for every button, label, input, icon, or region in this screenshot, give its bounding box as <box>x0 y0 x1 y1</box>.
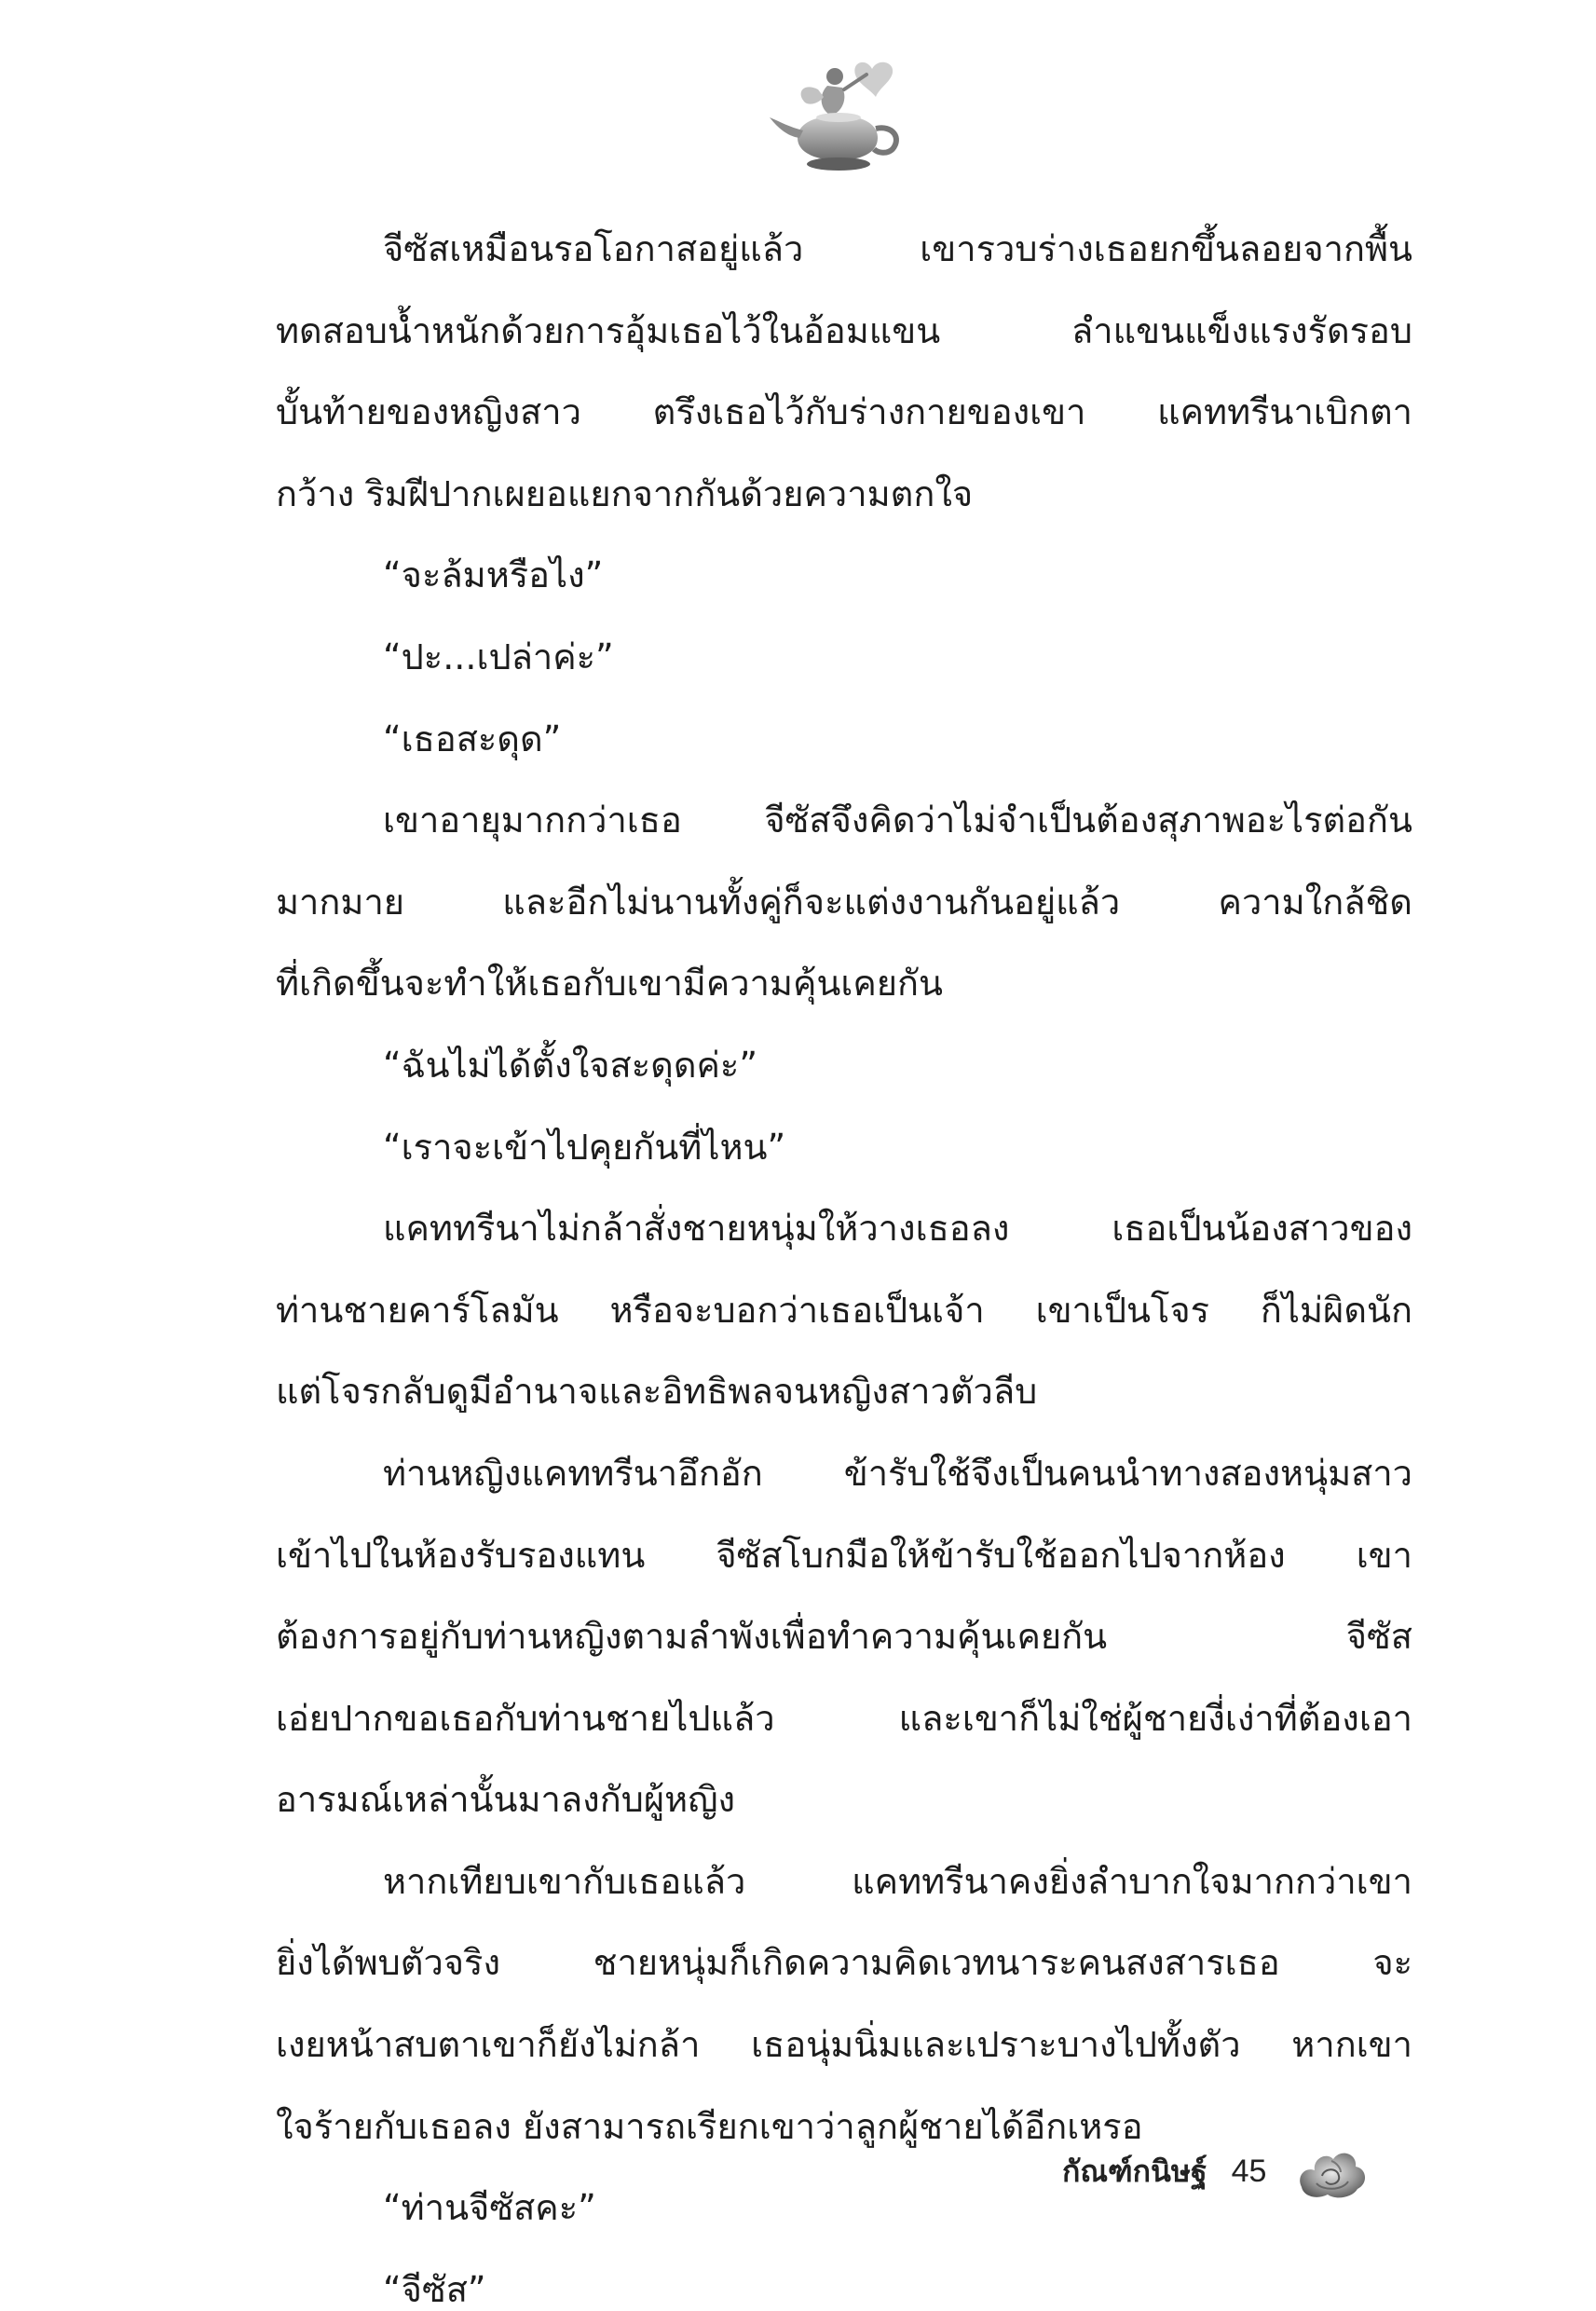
dialogue-line: “จะล้มหรือไง” <box>383 554 604 596</box>
paragraph-line: เข้าไปในห้องรับรองแทน จีซัสโบกมือให้ข้ารับใช้ออกไปจากห้อง เขา <box>276 1534 1412 1576</box>
paragraph-line: ใจร้ายกับเธอลง ยังสามารถเรียกเขาว่าลูกผู้ชายได้อีกเหรอ <box>276 2105 1143 2147</box>
dialogue-line: “ปะ...เปล่าค่ะ” <box>383 636 614 677</box>
paragraph-line: ที่เกิดขึ้นจะทำให้เธอกับเขามีความคุ้นเคยกัน <box>276 963 944 1005</box>
dialogue-line: “เธอสะดุด” <box>383 718 562 759</box>
dialogue-line: “จีซัส” <box>383 2268 486 2310</box>
dialogue-line: “ฉันไม่ได้ตั้งใจสะดุดค่ะ” <box>383 1044 758 1086</box>
paragraph-line: เอ่ยปากขอเธอกับท่านชายไปแล้ว และเขาก็ไม่ใช่ผู้ชายงี่เง่าที่ต้องเอา <box>276 1697 1412 1739</box>
paragraph-line: มากมาย และอีกไม่นานทั้งคู่ก็จะแต่งงานกันอยู่แล้ว ความใกล้ชิด <box>276 881 1412 923</box>
rose-icon <box>1294 2139 1369 2204</box>
paragraph-line: กว้าง ริมฝีปากเผยอแยกจากกันด้วยความตกใจ <box>276 472 974 514</box>
paragraph-line: ต้องการอยู่กับท่านหญิงตามลำพังเพื่อทำความคุ้นเคยกัน จีซัส <box>276 1616 1412 1658</box>
teapot-angel-ornament-icon <box>762 48 911 179</box>
paragraph-line: เขาอายุมากกว่าเธอ จีซัสจึงคิดว่าไม่จำเป็นต้องสุภาพอะไรต่อกัน <box>383 800 1412 841</box>
paragraph-line: ท่านหญิงแคททรีนาอึกอัก ข้ารับใช้จึงเป็นคนนำทางสองหนุ่มสาว <box>383 1452 1412 1494</box>
body-text <box>276 209 1412 2311</box>
paragraph-line: บั้นท้ายของหญิงสาว ตรึงเธอไว้กับร่างกายของเขา แคททรีนาเบิกตา <box>276 391 1412 433</box>
paragraph-line: หากเทียบเขากับเธอแล้ว แคททรีนาคงยิ่งลำบากใจมากกว่าเขา <box>383 1860 1412 1902</box>
paragraph-line: เงยหน้าสบตาเขาก็ยังไม่กล้า เธอนุ่มนิ่มและเปราะบางไปทั้งตัว หากเขา <box>276 2024 1412 2066</box>
paragraph-line: ยิ่งได้พบตัวจริง ชายหนุ่มก็เกิดความคิดเวทนาระคนสงสารเธอ จะ <box>276 1942 1412 1984</box>
dialogue-line: “เราจะเข้าไปคุยกันที่ไหน” <box>383 1126 786 1168</box>
paragraph-line: แคททรีนาไม่กล้าสั่งชายหนุ่มให้วางเธอลง เธอเป็นน้องสาวของ <box>383 1208 1412 1250</box>
paragraph-line: ทดสอบน้ำหนักด้วยการอุ้มเธอไว้ในอ้อมแขน ลำแขนแข็งแรงรัดรอบ <box>276 309 1412 351</box>
paragraph-line: แต่โจรกลับดูมีอำนาจและอิทธิพลจนหญิงสาวตัวลีบ <box>276 1371 1038 1413</box>
paragraph-line: จีซัสเหมือนรอโอกาสอยู่แล้ว เขารวบร่างเธอยกขึ้นลอยจากพื้น <box>383 228 1412 269</box>
author-name: กัณฑ์กนิษฐ์ <box>1062 2153 1207 2189</box>
page-number: 45 <box>1231 2153 1267 2189</box>
paragraph-line: ท่านชายคาร์โลมัน หรือจะบอกว่าเธอเป็นเจ้า เขาเป็นโจร ก็ไม่ผิดนัก <box>276 1289 1412 1331</box>
dialogue-line: “ท่านจีซัสคะ” <box>383 2187 596 2229</box>
paragraph-line: อารมณ์เหล่านั้นมาลงกับผู้หญิง <box>276 1779 736 1821</box>
page-footer <box>1062 2139 1369 2204</box>
